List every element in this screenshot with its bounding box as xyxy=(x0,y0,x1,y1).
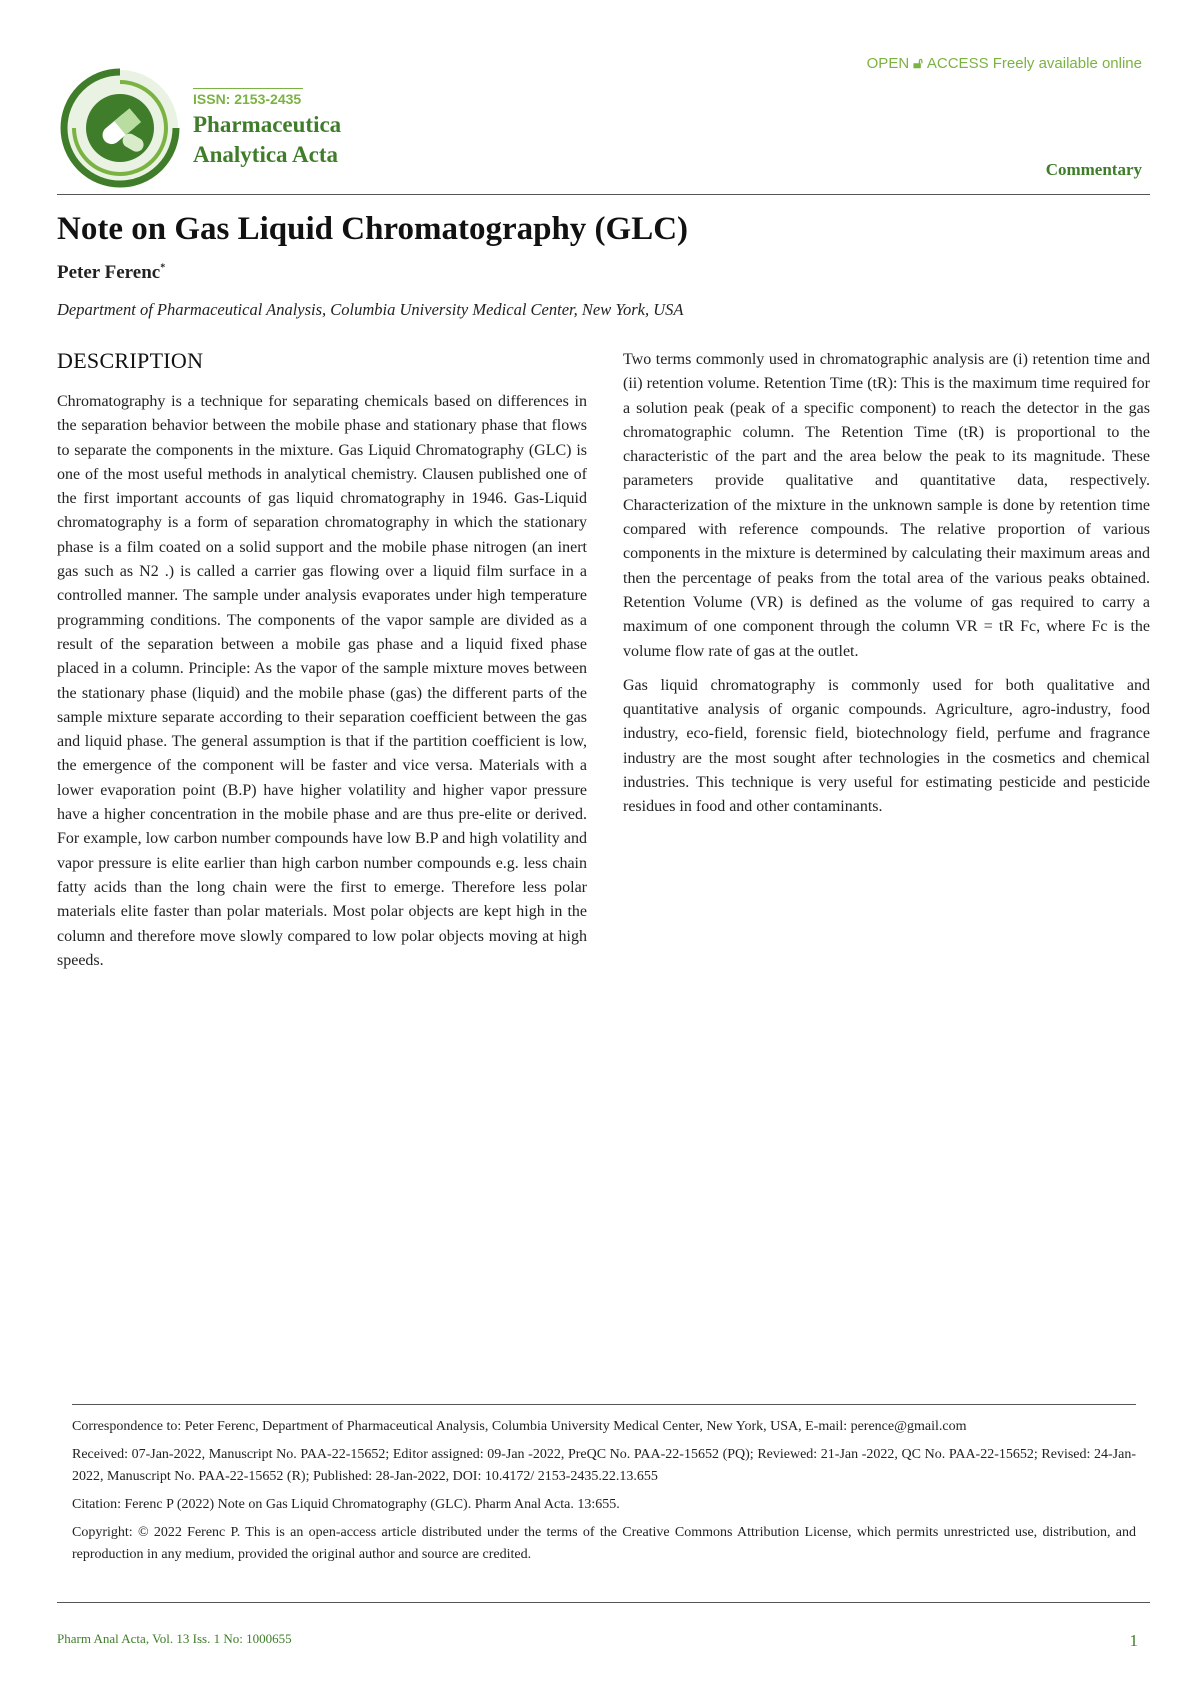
citation-note: Citation: Ferenc P (2022) Note on Gas Liquid Chromatography (GLC). Pharm Anal Acta. 13:655. xyxy=(72,1497,620,1512)
open-access-badge xyxy=(867,55,1142,72)
right-column xyxy=(623,348,1150,830)
author-name xyxy=(57,262,165,284)
copyright-note: Copyright: © 2022 Ferenc P. This is an open-access article distributed under the terms of the Creative Commons Attribution License, which permits unrestricted use, distribution, and reproduction in any medium, provided the original author and source are credited. xyxy=(72,1525,1136,1562)
body-paragraph: Two terms commonly used in chromatographic analysis are (i) retention time and (ii) retention volume. Retention Time (tR): This is the maximum time required for a solution peak (peak of a specific component) to reach the detector in the gas chromatographic column. The Retention Time (tR) is proportional to the characteristic of the part and the area below the peak to its magnitude. These parameters provide qualitative and quantitative data, respectively. Characterization of the mixture in the unknown sample is done by retention time compared with reference compounds. The relative proportion of various components in the mixture is determined by calculating their maximum areas and then the percentage of peaks from the total area of the various peaks obtained. Retention Volume (VR) is defined as the volume of gas required to carry a maximum of one component through the column VR = tR Fc, where Fc is the volume flow rate of gas at the outlet. xyxy=(623,351,1150,660)
open-access-label: OPEN xyxy=(866,55,910,72)
open-lock-icon: 🔓︎ xyxy=(913,55,923,72)
article-notes xyxy=(72,1416,1136,1572)
journal-logo xyxy=(58,66,182,190)
issn-rule xyxy=(193,88,303,89)
page-number: 1 xyxy=(1129,1631,1138,1650)
notes-divider-bottom xyxy=(57,1602,1150,1603)
dates-note: Received: 07-Jan-2022, Manuscript No. PAA-22-15652; Editor assigned: 09-Jan -2022, PreQC No. PAA-22-15652 (PQ); Reviewed: 21-Jan -2022, QC No. PAA-22-15652; Revised: 24-Jan-2022, Manuscript No. PAA-22-15652 (R); Published: 28-Jan-2022, DOI: 10.4172/ 2153-2435.22.13.655 xyxy=(72,1447,1136,1484)
correspondence-note: Correspondence to: Peter Ferenc, Department of Pharmaceutical Analysis, Columbia University Medical Center, New York, USA, E-mail: perence@gmail.com xyxy=(72,1419,967,1434)
article-type: Commentary xyxy=(1045,160,1142,179)
author-affiliation: Department of Pharmaceutical Analysis, Columbia University Medical Center, New York, USA xyxy=(57,300,684,319)
open-access-text: ACCESS Freely available online xyxy=(926,55,1142,72)
journal-name-line1: Pharmaceutica xyxy=(193,112,342,137)
journal-name-line2: Analytica Acta xyxy=(193,142,339,167)
journal-name xyxy=(193,110,341,170)
author-text: Peter Ferenc xyxy=(57,262,161,283)
running-footer: Pharm Anal Acta, Vol. 13 Iss. 1 No: 1000655 xyxy=(57,1631,292,1646)
notes-divider-top xyxy=(72,1404,1136,1405)
author-marker: * xyxy=(160,262,166,274)
header-divider xyxy=(57,194,1150,195)
section-heading: DESCRIPTION xyxy=(57,348,204,373)
issn-label: ISSN: 2153-2435 xyxy=(193,91,302,107)
left-column xyxy=(57,390,587,983)
body-paragraph: Chromatography is a technique for separating chemicals based on differences in the separation behavior between the mobile phase and stationary phase that flows to separate the components in the mixture. Gas Liquid Chromatography (GLC) is one of the most useful methods in analytical chemistry. Clausen published one of the first important accounts of gas liquid chromatography in 1946. Gas-Liquid chromatography is a form of separation chromatography in which the stationary phase is a film coated on a solid support and the mobile phase nitrogen (an inert gas such as N2 .) is called a carrier gas flowing over a liquid film surface in a controlled manner. The sample under analysis evaporates under high temperature programming conditions. The components of the vapor sample are divided as a result of the separation between a mobile gas phase and a liquid fixed phase placed in a column. Principle: As the vapor of the sample mixture moves between the stationary phase (liquid) and the mobile phase (gas) the different parts of the sample mixture separate according to their separation coefficient between the gas and liquid phase. The general assumption is that if the partition coefficient is low, the emergence of the component will be faster and vice versa. Materials with a lower evaporation point (B.P) have higher volatility and higher vapor pressure have a higher concentration in the mobile phase and are thus pre-elite or derived. For example, low carbon number compounds have low B.P and high volatility and vapor pressure is elite earlier than high carbon number compounds e.g. less chain fatty acids than the long chain were the first to emerge. Therefore less polar materials elite faster than polar materials. Most polar objects are kept high in the column and therefore move slowly compared to low polar objects moving at high speeds. xyxy=(57,393,587,969)
body-paragraph: Gas liquid chromatography is commonly used for both qualitative and quantitative analysis of organic compounds. Agriculture, agro-industry, food industry, eco-field, forensic field, biotechnology field, perfume and fragrance industry are the most sought after technologies in the cosmetics and chemical industries. This technique is very useful for estimating pesticide and pesticide residues in food and other contaminants. xyxy=(623,676,1150,816)
article-title: Note on Gas Liquid Chromatography (GLC) xyxy=(57,211,689,247)
